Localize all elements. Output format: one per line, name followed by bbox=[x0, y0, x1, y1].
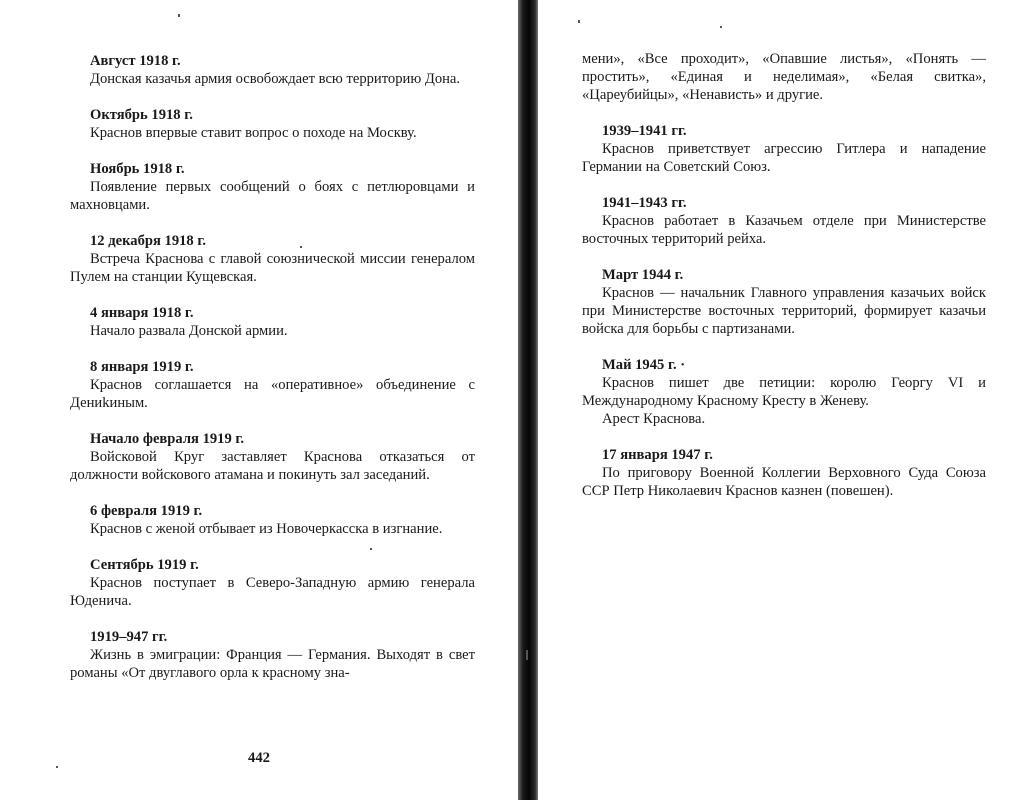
entry-date: Ноябрь 1918 г. bbox=[90, 161, 185, 177]
book-gutter bbox=[518, 0, 538, 800]
timeline-entry bbox=[70, 106, 475, 142]
entry-date: Октябрь 1918 г. bbox=[90, 107, 193, 123]
entry-date: 4 января 1918 г. bbox=[90, 305, 194, 321]
entry-date: Август 1918 г. bbox=[90, 53, 181, 69]
continuation-entry bbox=[582, 50, 986, 104]
entry-text: По приговору Военной Коллегии Верховного Суда Союза ССР Петр Николаевич Краснов казнен (повешен). bbox=[582, 465, 986, 499]
entry-text: Появление первых сообщений о боях с петлюровцами и махновцами. bbox=[70, 179, 475, 213]
entry-date: 1941–1943 гг. bbox=[602, 195, 687, 211]
timeline-entry bbox=[70, 52, 475, 88]
entry-date: 12 декабря 1918 г. bbox=[90, 233, 207, 249]
right-page bbox=[538, 0, 1030, 800]
right-column bbox=[582, 50, 986, 518]
entry-text: Краснов с женой отбывает из Новочеркасска в изгнание. bbox=[90, 521, 443, 537]
entry-text: Донская казачья армия освобождает всю территорию Дона. bbox=[90, 71, 461, 87]
entry-text: Краснов — начальник Главного управления казачьих войск при Министерстве восточных территорий, формирует казачьи войска для борьбы с партизанами. bbox=[582, 285, 986, 337]
entry-text: Краснов пишет две петиции: королю Георгу VI и Международному Красному Кресту в Женеву. bbox=[582, 375, 986, 409]
timeline-entry bbox=[582, 356, 986, 428]
scan-speck bbox=[300, 246, 302, 248]
entry-text: Краснов работает в Казачьем отделе при Министерстве восточных территорий рейха. bbox=[582, 213, 986, 247]
entry-date: 8 января 1919 г. bbox=[90, 359, 194, 375]
timeline-entry bbox=[70, 628, 475, 682]
entry-date: Март 1944 г. bbox=[602, 267, 684, 283]
timeline-entry bbox=[582, 194, 986, 248]
entry-text: Краснов соглашается на «оперативное» объединение с Дениkиным. bbox=[70, 377, 475, 411]
entry-text: Начало развала Донской армии. bbox=[90, 323, 288, 339]
timeline-entry bbox=[70, 304, 475, 340]
timeline-entry bbox=[582, 122, 986, 176]
timeline-entry bbox=[70, 160, 475, 214]
timeline-entry bbox=[70, 358, 475, 412]
entry-date: 6 февраля 1919 г. bbox=[90, 503, 203, 519]
scan-speck bbox=[578, 20, 580, 23]
entry-text: Жизнь в эмиграции: Франция — Германия. Выходят в свет романы «От двуглавого орла к красному зна- bbox=[70, 647, 475, 681]
entry-date: 17 января 1947 г. bbox=[602, 447, 713, 463]
timeline-entry bbox=[582, 446, 986, 500]
entry-date: Май 1945 г. · bbox=[602, 357, 686, 373]
timeline-entry bbox=[70, 232, 475, 286]
scan-speck bbox=[370, 548, 372, 550]
timeline-entry bbox=[70, 502, 475, 538]
scan-speck bbox=[526, 650, 528, 660]
entry-text: Встреча Краснова с главой союзнической миссии генералом Пулем на станции Кущевская. bbox=[70, 251, 475, 285]
entry-text: Краснов поступает в Северо-Западную армию генерала Юденича. bbox=[70, 575, 475, 609]
timeline-entry bbox=[70, 556, 475, 610]
entry-date: Начало февраля 1919 г. bbox=[90, 431, 245, 447]
entry-text: мени», «Все проходит», «Опавшие листья», «Понять — простить», «Единая и неделимая», «Белая свитка», «Цареубийцы», «Ненависть» и другие. bbox=[582, 51, 986, 103]
timeline-entry bbox=[70, 430, 475, 484]
entry-text: Войсковой Круг заставляет Краснова отказаться от должности войскового атамана и покинуть зал заседаний. bbox=[70, 449, 475, 483]
left-column bbox=[70, 52, 475, 700]
entry-date: 1939–1941 гг. bbox=[602, 123, 687, 139]
scan-speck bbox=[178, 14, 180, 17]
scan-speck bbox=[56, 766, 58, 768]
timeline-entry bbox=[582, 266, 986, 338]
scan-speck bbox=[720, 26, 722, 28]
entry-text: Краснов впервые ставит вопрос о походе на Москву. bbox=[90, 125, 417, 141]
entry-date: Сентябрь 1919 г. bbox=[90, 557, 199, 573]
entry-text-extra: Арест Краснова. bbox=[602, 411, 706, 427]
entry-date: 1919–947 гг. bbox=[90, 629, 168, 645]
page-number: 442 bbox=[248, 750, 270, 766]
entry-text: Краснов приветствует агрессию Гитлера и нападение Германии на Советский Союз. bbox=[582, 141, 986, 175]
